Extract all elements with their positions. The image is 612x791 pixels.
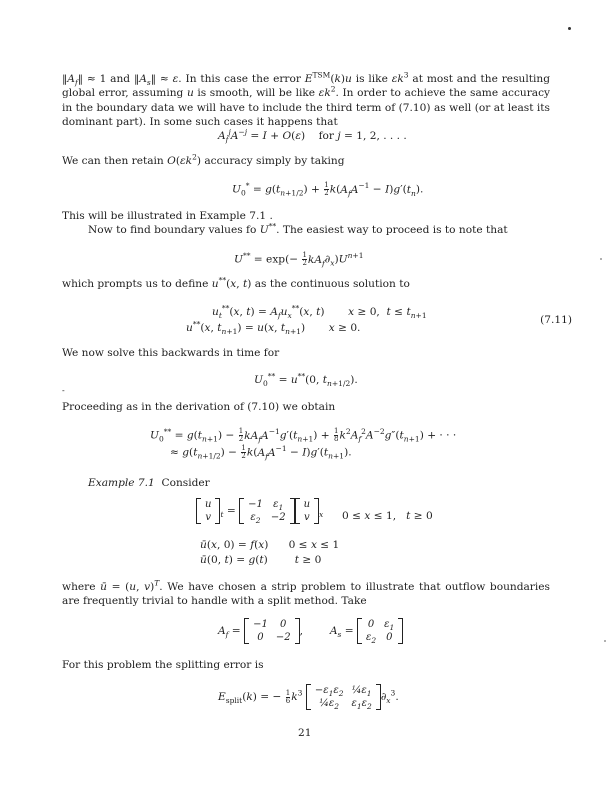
paragraph-1: $‖A_f‖ \approx 1$ and $‖A_s‖ \approx \varepsilon$. In this case the error $E^{TSM}(k)u$ is like $\varepsilon k^3$ at most and the resulting global error, assuming u is smooth, will be like $\varepsilon k^2$. In order to achieve the same accuracy in the boundary data we will have to include the third term of (7.10) as well (or at least its dominant part). In some such cases it happens that	[62, 70, 551, 129]
vector-uv-left: u v	[196, 498, 220, 524]
matrix-split-error: $-\varepsilon_1\varepsilon_2$ $\frac{1}{4}\varepsilon_1$ $\frac{1}{4}\varepsilon_2$ $\varepsilon_1\varepsilon_2$	[306, 684, 381, 710]
paragraph-3b: Now to find boundary values fo U**. The easiest way to proceed is to note that	[88, 221, 508, 236]
matrix-as: 0 $\varepsilon_1$ $\varepsilon_2$ 0	[357, 618, 403, 644]
paragraph-6: Proceeding as in the derivation of (7.10) we obtain	[62, 401, 336, 413]
equation-1: $A_f^jA^{-j} = I + O(\varepsilon)$ for j = 1, 2, . . . .	[218, 127, 407, 145]
example-heading	[88, 476, 210, 490]
matrix-af: −1 0 0 −2	[244, 618, 300, 644]
equation-4-line-1: $u_t^{**}(x$, $t) = A_fu_x^{**}(x$, t) x ≥ 0, $t \le t_{n+1}$	[212, 303, 427, 321]
equation-6-line-1: $U_0^{**} = g(t_{n+1})$ − $\frac{1}{2}$ $kA_fA^{-1}g'(t_{n+1})$ + $\frac{1}{8}$ $k^2A_f^2A^{-2}g''(t_{n+1})$ + · · ·	[150, 426, 457, 444]
equation-7-bc: ū(0, t) = g(t) t ≥ 0	[200, 554, 322, 566]
equation-2: $U_0^* = g(t_{n+1/2})$ + $\frac{1}{2}$ $k(A_fA^{-1} - I)g'(t_n)$.	[232, 180, 424, 198]
paragraph-3a: This will be illustrated in Example 7.1 .	[62, 210, 273, 222]
equation-6-line-2: ≈ $g(t_{n+1/2})$ − $\frac{1}{2}$ $k(A_fA^{-1} - I)g'(t_{n+1})$.	[170, 443, 352, 461]
paragraph-7: where ū = (u, v)$^T$. We have chosen a strip problem to illustrate that outflow boundaries are frequently trivial to handle with a split method. Take	[62, 578, 550, 608]
paragraph-5: We now solve this backwards in time for	[62, 347, 280, 359]
equation-7-ic: ū(x, 0) = f(x) 0 ≤ x ≤ 1	[200, 539, 340, 551]
example-title: Example 7.1	[88, 477, 155, 489]
margin-dash: -	[62, 386, 65, 395]
equation-4-line-2: u**(x, $t_{n+1}) = u(x$, $t_{n+1}$) x ≥ 0.	[186, 319, 361, 337]
paragraph-4: which prompts us to define u**(x, t) as the continuous solution to	[62, 275, 410, 290]
matrix-a: −1 $\varepsilon_1$ $\varepsilon_2$ −2	[239, 498, 295, 524]
margin-speck	[604, 640, 606, 642]
vector-uv-right: u v	[295, 498, 319, 524]
equation-7-domain: 0 ≤ x ≤ 1, t ≥ 0	[342, 510, 433, 522]
equation-8: $A_f$ = −1 0 0 −2 , $A_s$ = 0 $\varepsilon_1$ $\varepsilon_2$ 0	[218, 618, 403, 644]
page-number: 21	[298, 727, 312, 739]
equation-label-7-11: (7.11)	[540, 314, 572, 326]
equation-7-system: u v $_t$ = −1 $\varepsilon_1$ $\varepsilon_2$ −2 u v $_x$	[196, 498, 323, 524]
equation-9: $E_{split}(k)$ = − $\frac{1}{6}$ $k^3$ $-\varepsilon_1\varepsilon_2$ $\frac{1}{4}\varepsilon_1$ $\frac{1}{4}\varepsilon_2$ $\varepsilon_1\varepsilon_2$ $\partial_x^3$.	[218, 685, 399, 711]
example-consider: Consider	[161, 477, 210, 489]
paragraph-2: We can then retain $O(\varepsilon k^2)$ accuracy simply by taking	[62, 152, 345, 167]
equation-3: U** = exp(− $\frac{1}{2}$ $kA_f\partial_x)U^{n+1}$	[234, 250, 364, 268]
equation-5: $U_0^{**} = u^{**}(0$, $t_{n+1/2}$).	[254, 371, 358, 389]
margin-speck	[600, 258, 602, 260]
margin-mark	[568, 27, 571, 30]
paragraph-8: For this problem the splitting error is	[62, 659, 264, 671]
